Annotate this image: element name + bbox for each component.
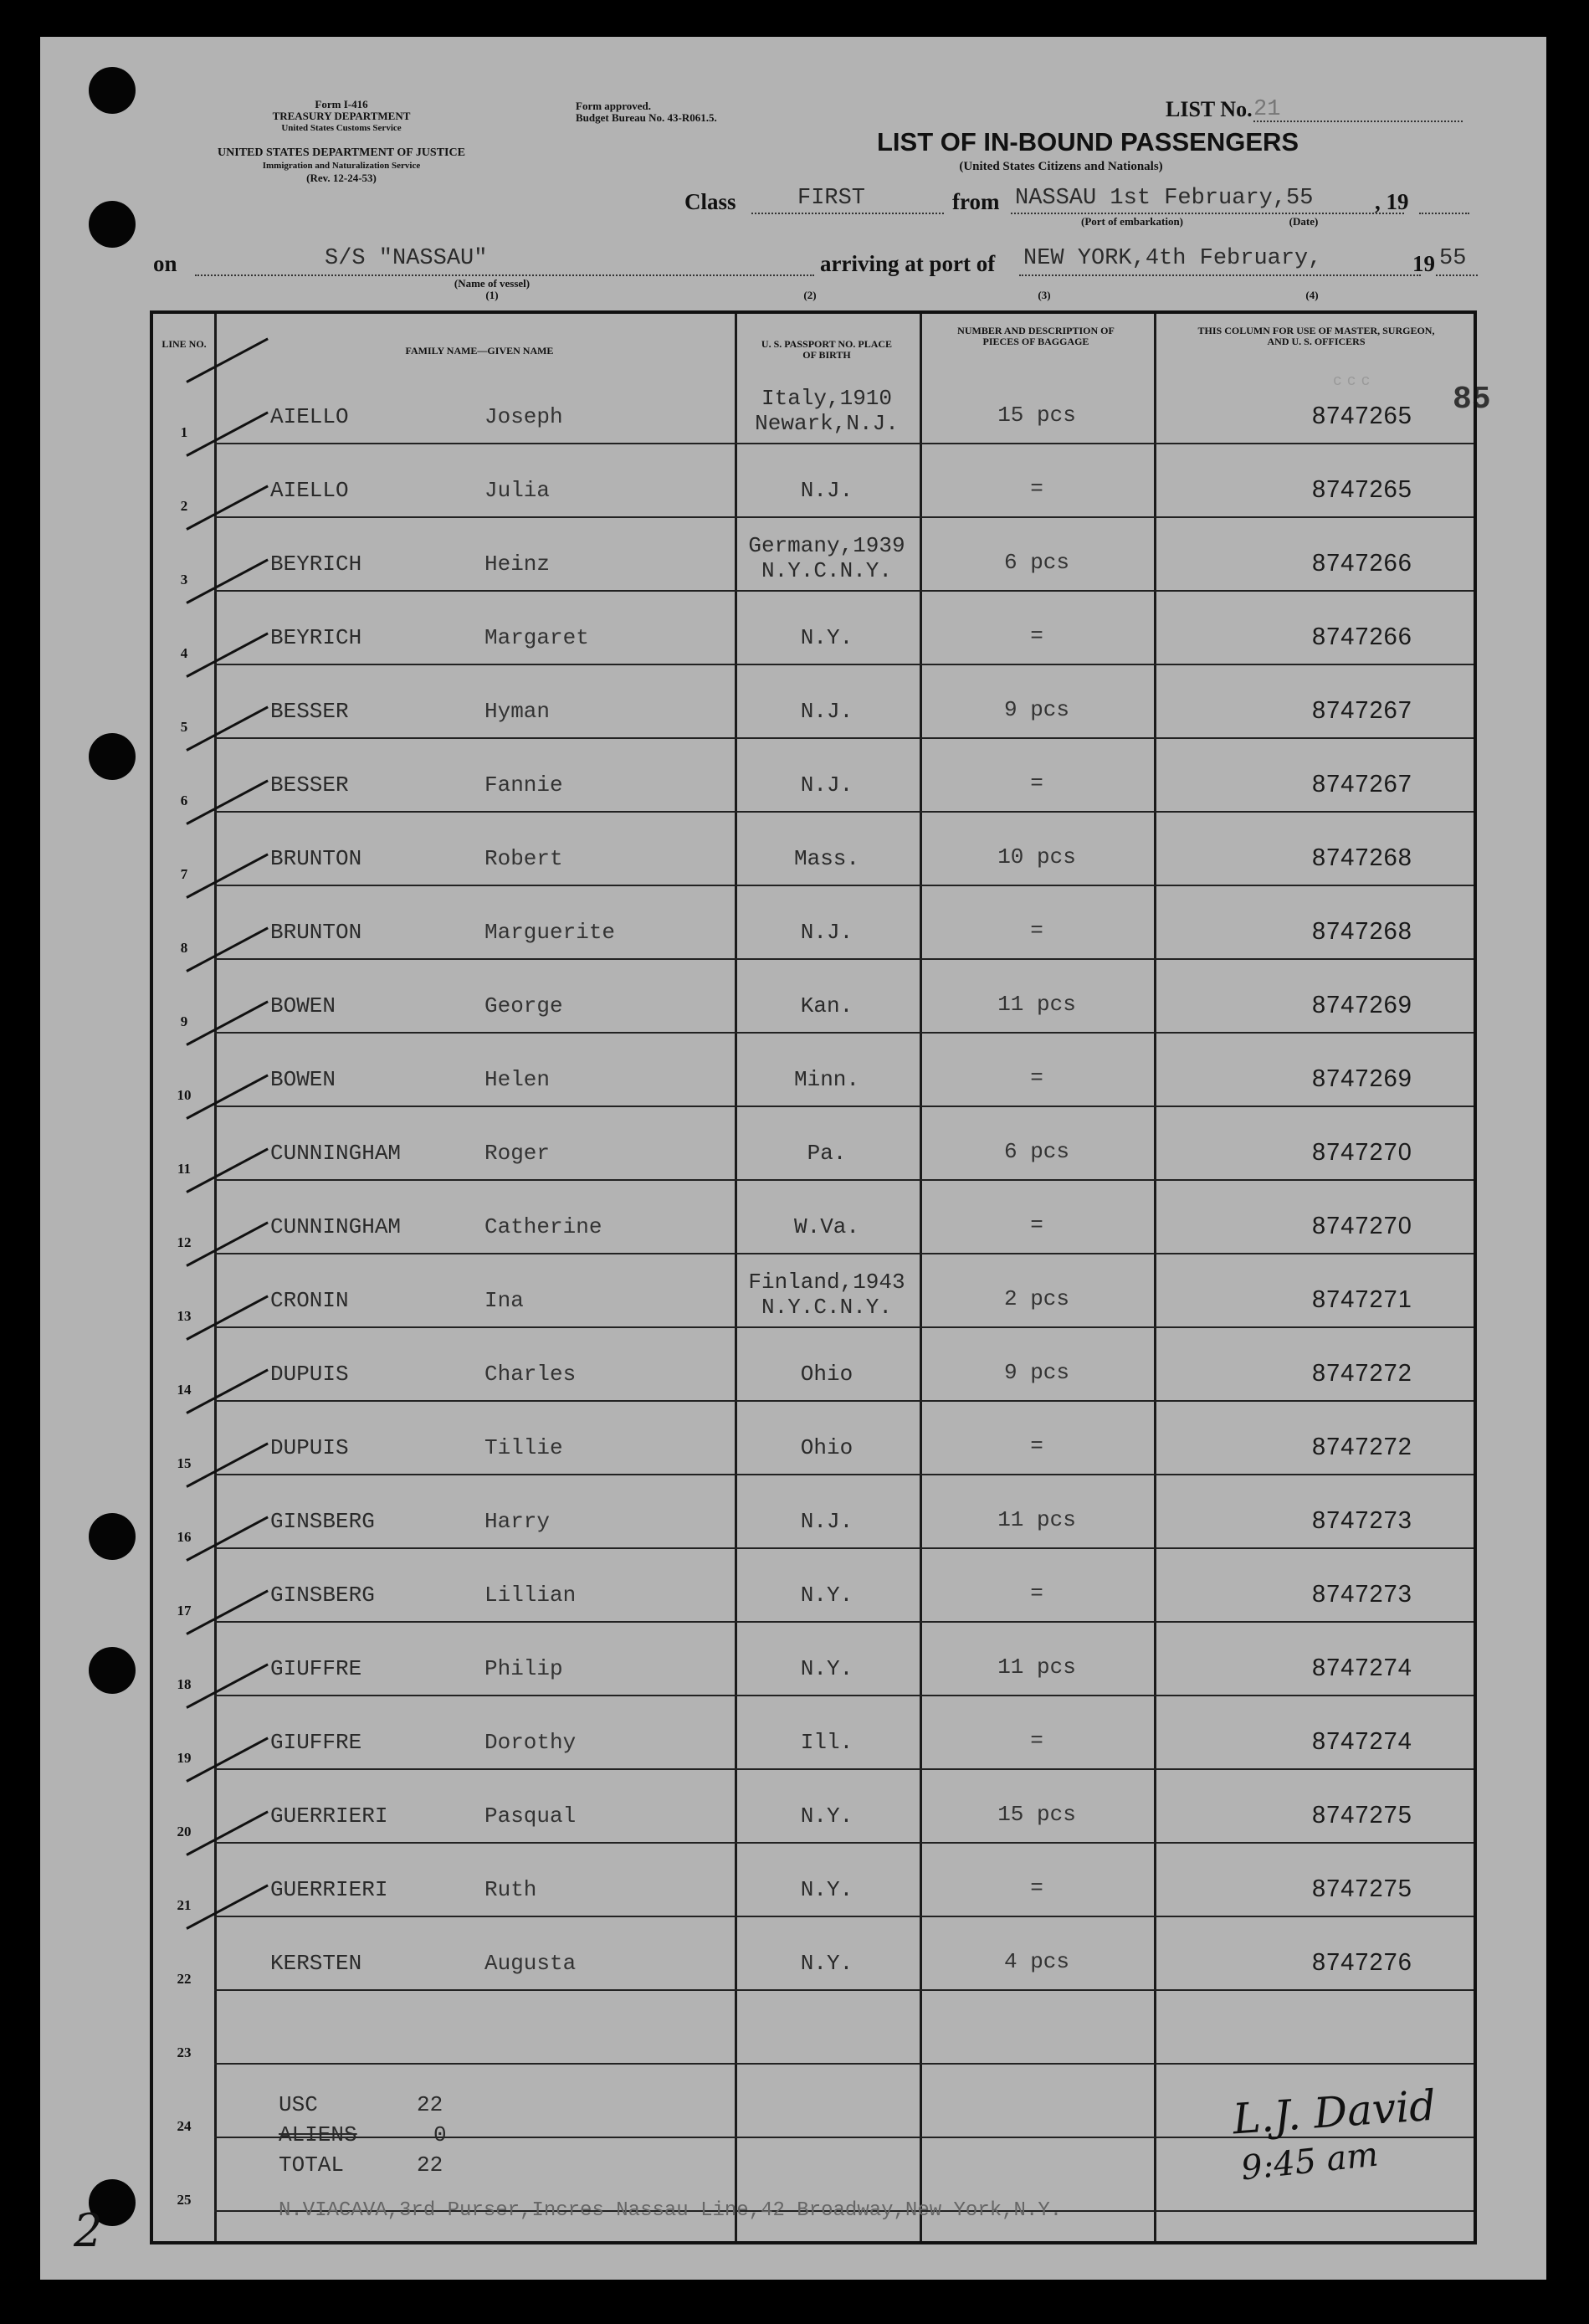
faint-mark: ccc [1333, 373, 1376, 390]
line-number: 9 [180, 1013, 188, 1029]
birth-place: Ohio [800, 1435, 853, 1460]
customs-service: United States Customs Service [281, 123, 402, 133]
col4-caption: (4) [1305, 289, 1319, 301]
family-name: BEYRICH [270, 625, 362, 650]
time-note: 9:45 am [1239, 2135, 1381, 2188]
table-row [153, 1770, 1474, 1844]
officer-number: 8747269 [1312, 1065, 1412, 1092]
from-value: NASSAU 1st February,55 [1015, 186, 1314, 211]
page-stamp: 85 [1453, 382, 1491, 418]
family-name: GUERRIERI [270, 1877, 388, 1902]
family-name: DUPUIS [270, 1362, 349, 1387]
class-label: Class [684, 189, 736, 214]
birth-place: N.Y. [800, 1656, 853, 1681]
given-name: Charles [484, 1362, 577, 1387]
given-name: Fannie [484, 772, 563, 798]
binder-hole [89, 201, 136, 248]
family-name: BESSER [270, 772, 349, 798]
arriving-label: arriving at port of [820, 251, 996, 276]
header-officers: THIS COLUMN FOR USE OF MASTER, SURGEON, AND U. S. OFFICERS [1197, 325, 1435, 347]
family-name: KERSTEN [270, 1951, 362, 1976]
line-number: 25 [177, 2192, 192, 2208]
baggage-count: = [1030, 1581, 1043, 1606]
budget-bureau: Budget Bureau No. 43-R061.5. [576, 111, 717, 124]
birth-place: N.J. [800, 699, 853, 724]
passport-info: Finland,1943 [748, 1270, 905, 1295]
given-name: Hyman [484, 699, 551, 724]
given-name: Robert [484, 846, 563, 871]
binder-hole [89, 733, 136, 780]
year-label-2: 19 [1412, 251, 1435, 276]
form-id: Form I-416 [315, 98, 368, 110]
birth-place: N.Y. [800, 1951, 853, 1976]
baggage-count: 9 pcs [1003, 697, 1069, 722]
col1-caption: (1) [485, 289, 499, 301]
table-row [153, 739, 1474, 813]
date-caption: (Date) [1289, 215, 1319, 228]
line-number: 6 [180, 793, 188, 808]
line-number: 18 [177, 1676, 192, 1692]
baggage-count: 6 pcs [1003, 1139, 1069, 1164]
given-name: Tillie [484, 1435, 563, 1460]
given-name: George [484, 993, 563, 1018]
table-row [153, 592, 1474, 665]
total-label: TOTAL [279, 2152, 345, 2178]
birth-place: N.J. [800, 1509, 853, 1534]
officer-number: 8747270 [1312, 1139, 1412, 1166]
baggage-count: = [1030, 1065, 1043, 1090]
class-line [751, 213, 944, 214]
table-row [153, 371, 1474, 444]
vessel-caption: (Name of vessel) [454, 277, 531, 290]
line-number: 14 [177, 1382, 192, 1398]
table-row [153, 886, 1474, 960]
officer-number: 8747273 [1312, 1507, 1412, 1534]
table-row [153, 665, 1474, 739]
baggage-count: = [1030, 476, 1043, 501]
line-number: 23 [177, 2044, 192, 2060]
ins-service: Immigration and Naturalization Service [262, 161, 421, 171]
table-row [153, 1549, 1474, 1623]
officer-number: 8747274 [1312, 1655, 1412, 1681]
table-row [153, 1034, 1474, 1107]
officer-number: 8747273 [1312, 1581, 1412, 1608]
baggage-count: 11 pcs [997, 1655, 1076, 1680]
officer-number: 8747266 [1312, 550, 1412, 577]
given-name: Catherine [484, 1214, 602, 1239]
line-number: 24 [177, 2118, 192, 2134]
officer-number: 8747276 [1312, 1949, 1412, 1976]
officer-number: 8747267 [1312, 697, 1412, 724]
birth-place: Minn. [793, 1067, 859, 1092]
line-number: 15 [177, 1455, 192, 1471]
line-number: 20 [177, 1824, 192, 1839]
arrival-value: NEW YORK,4th February, [1023, 246, 1322, 271]
given-name: Helen [484, 1067, 551, 1092]
officer-number: 8747268 [1312, 918, 1412, 945]
on-label: on [153, 251, 177, 276]
class-value: FIRST [797, 186, 866, 211]
given-name: Dorothy [484, 1730, 577, 1755]
family-name: GINSBERG [270, 1509, 375, 1534]
signature: L.J. David [1231, 2080, 1438, 2144]
birth-place: N.Y. [800, 1803, 853, 1829]
family-name: CUNNINGHAM [270, 1141, 402, 1166]
from-line [1011, 213, 1404, 214]
binder-hole [89, 1647, 136, 1694]
birth-place: N.J. [800, 772, 853, 798]
officer-number: 8747265 [1312, 476, 1412, 503]
family-name: GINSBERG [270, 1583, 375, 1608]
given-name: Ruth [484, 1877, 537, 1902]
line-number: 12 [177, 1234, 192, 1250]
baggage-count: 15 pcs [997, 1802, 1076, 1827]
baggage-count: = [1030, 1434, 1043, 1459]
table-row [153, 1402, 1474, 1475]
line-number: 11 [177, 1161, 192, 1177]
port-caption: (Port of embarkation) [1080, 215, 1184, 228]
table-row [153, 444, 1474, 518]
baggage-count: = [1030, 1728, 1043, 1753]
family-name: DUPUIS [270, 1435, 349, 1460]
baggage-count: 4 pcs [1003, 1949, 1069, 1974]
header-name: FAMILY NAME—GIVEN NAME [405, 345, 554, 357]
given-name: Marguerite [484, 920, 616, 945]
birth-place: N.J. [800, 478, 853, 503]
birth-place: N.Y.C.N.Y. [761, 558, 893, 583]
table-row [153, 813, 1474, 886]
birth-place: N.Y. [800, 1877, 853, 1902]
line-number: 8 [180, 940, 188, 956]
baggage-count: 10 pcs [997, 844, 1076, 870]
rev-date: (Rev. 12-24-53) [306, 172, 377, 184]
officer-number: 8747266 [1312, 623, 1412, 650]
year-line-2 [1436, 274, 1478, 276]
birth-place: N.Y. [800, 1583, 853, 1608]
family-name: BOWEN [270, 1067, 336, 1092]
baggage-count: 6 pcs [1003, 550, 1069, 575]
from-label: from [952, 189, 1000, 214]
baggage-count: 9 pcs [1003, 1360, 1069, 1385]
year-value: 55 [1439, 246, 1467, 271]
family-name: BRUNTON [270, 920, 362, 945]
family-name: GUERRIERI [270, 1803, 388, 1829]
binder-hole [89, 1513, 136, 1560]
line-number: 5 [180, 719, 188, 735]
line-number: 17 [177, 1603, 192, 1619]
family-name: CRONIN [270, 1288, 349, 1313]
line-number: 7 [180, 866, 188, 882]
col2-caption: (2) [803, 289, 817, 301]
year-label-1: , 19 [1375, 189, 1409, 214]
passport-info: Italy,1910 [761, 386, 893, 411]
table-row [153, 1107, 1474, 1181]
list-no-value: 21 [1253, 97, 1281, 122]
manifest-sheet [40, 37, 1546, 2280]
vessel-name: S/S "NASSAU" [325, 246, 488, 271]
line-number: 13 [177, 1308, 192, 1324]
baggage-count: = [1030, 918, 1043, 943]
table-row [153, 1623, 1474, 1696]
baggage-count: = [1030, 1875, 1043, 1901]
aliens-value: 0 [433, 2122, 447, 2147]
family-name: GIUFFRE [270, 1730, 362, 1755]
given-name: Harry [484, 1509, 551, 1534]
birth-place: Pa. [807, 1141, 847, 1166]
total-value: 22 [417, 2152, 443, 2178]
table-row [153, 1181, 1474, 1254]
table-row [153, 1328, 1474, 1402]
baggage-count: 15 pcs [997, 403, 1076, 428]
baggage-count: 11 pcs [997, 1507, 1076, 1532]
given-name: Julia [484, 478, 551, 503]
officer-number: 8747275 [1312, 1875, 1412, 1902]
family-name: BOWEN [270, 993, 336, 1018]
line-number: 3 [180, 572, 188, 587]
page-title: LIST OF IN-BOUND PASSENGERS [877, 127, 1299, 156]
given-name: Joseph [484, 404, 563, 429]
vessel-line [195, 274, 814, 276]
family-name: AIELLO [270, 478, 349, 503]
birth-place: Ohio [800, 1362, 853, 1387]
officer-number: 8747270 [1312, 1213, 1412, 1239]
family-name: BESSER [270, 699, 349, 724]
table-row [153, 1696, 1474, 1770]
birth-place: Newark,N.J. [755, 411, 899, 436]
baggage-count: = [1030, 1213, 1043, 1238]
header-baggage: NUMBER AND DESCRIPTION OF PIECES OF BAGGAGE [957, 325, 1115, 347]
passenger-table [150, 310, 1477, 2244]
year-line-1 [1419, 213, 1469, 214]
table-row [153, 1475, 1474, 1549]
officer-number: 8747269 [1312, 992, 1412, 1018]
family-name: BEYRICH [270, 552, 362, 577]
aliens-label: ALIENS [279, 2122, 357, 2147]
officer-number: 8747271 [1312, 1286, 1412, 1313]
officer-number: 8747272 [1312, 1360, 1412, 1387]
table-row [153, 1254, 1474, 1328]
birth-place: Ill. [800, 1730, 853, 1755]
list-no-label: LIST No. [1166, 97, 1253, 121]
given-name: Philip [484, 1656, 563, 1681]
birth-place: N.Y.C.N.Y. [761, 1295, 893, 1320]
list-no-line [1253, 121, 1463, 122]
header-line-no: LINE NO. [161, 338, 207, 350]
officer-number: 8747274 [1312, 1728, 1412, 1755]
line-number: 1 [180, 424, 188, 440]
birth-place: N.J. [800, 920, 853, 945]
birth-place: W.Va. [793, 1214, 859, 1239]
family-name: BRUNTON [270, 846, 362, 871]
baggage-count: = [1030, 771, 1043, 796]
family-name: GIUFFRE [270, 1656, 362, 1681]
family-name: AIELLO [270, 404, 349, 429]
line-number: 21 [177, 1897, 192, 1913]
line-number: 2 [180, 498, 188, 514]
officer-number: 8747275 [1312, 1802, 1412, 1829]
birth-place: Mass. [793, 846, 859, 871]
baggage-count: = [1030, 623, 1043, 649]
officer-number: 8747268 [1312, 844, 1412, 871]
line-number: 16 [177, 1529, 192, 1545]
table-row [153, 518, 1474, 592]
given-name: Ina [484, 1288, 524, 1313]
given-name: Margaret [484, 625, 589, 650]
table-row [153, 1844, 1474, 1917]
officer-number: 8747272 [1312, 1434, 1412, 1460]
usc-label: USC [279, 2092, 318, 2117]
dept-treasury: TREASURY DEPARTMENT [272, 110, 411, 122]
usc-value: 22 [417, 2092, 443, 2117]
family-name: CUNNINGHAM [270, 1214, 402, 1239]
officer-number: 8747265 [1312, 403, 1412, 429]
given-name: Heinz [484, 552, 551, 577]
table-row [153, 1991, 1474, 2065]
passport-info: Germany,1939 [748, 533, 905, 558]
header-passport: U. S. PASSPORT NO. PLACE OF BIRTH [761, 338, 893, 361]
line-number: 22 [177, 1971, 192, 1987]
margin-mark: 2 [74, 2204, 103, 2257]
given-name: Lillian [484, 1583, 577, 1608]
arrival-line [1019, 274, 1421, 276]
table-row [153, 960, 1474, 1034]
purser-line: N.VIACAVA,3rd Purser,Incres Nassau Line,42 Broadway,New York,N.Y. [279, 2199, 1063, 2222]
given-name: Roger [484, 1141, 551, 1166]
dept-justice: UNITED STATES DEPARTMENT OF JUSTICE [218, 146, 465, 159]
line-number: 19 [177, 1750, 192, 1766]
page-subtitle: (United States Citizens and Nationals) [959, 160, 1163, 173]
given-name: Pasqual [484, 1803, 577, 1829]
baggage-count: 2 pcs [1003, 1286, 1069, 1311]
birth-place: N.Y. [800, 625, 853, 650]
officer-number: 8747267 [1312, 771, 1412, 798]
baggage-count: 11 pcs [997, 992, 1076, 1017]
table-row [153, 1917, 1474, 1991]
form-approved: Form approved. [576, 100, 652, 112]
line-number: 4 [180, 645, 188, 661]
birth-place: Kan. [800, 993, 853, 1018]
line-number: 10 [177, 1087, 192, 1103]
given-name: Augusta [484, 1951, 577, 1976]
binder-hole [89, 67, 136, 114]
col3-caption: (3) [1038, 289, 1051, 301]
